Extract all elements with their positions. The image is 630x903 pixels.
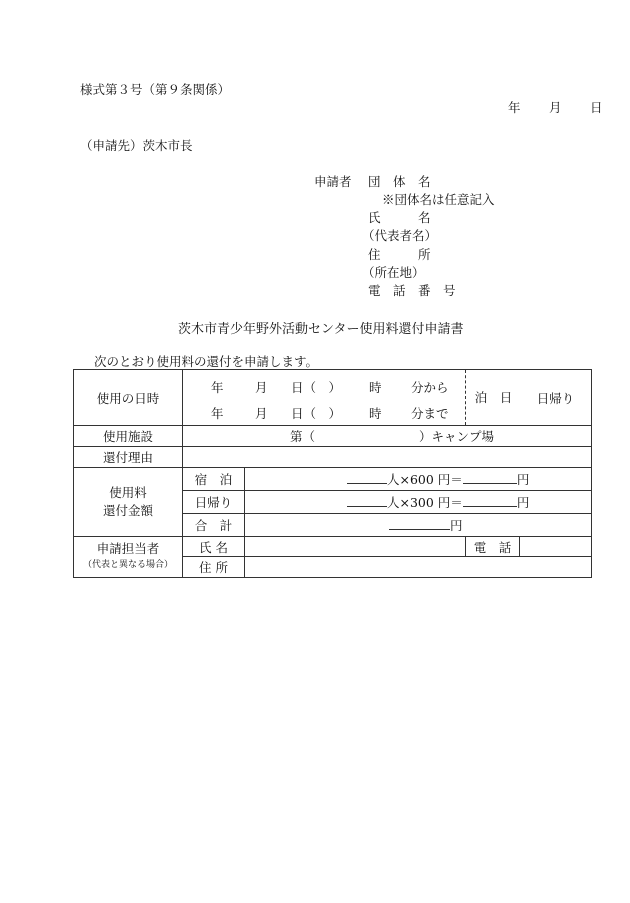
rep-name-label: （代表者名）: [362, 228, 438, 243]
phone-label: 電 話 番 号: [368, 283, 456, 298]
fee-stay-label: 宿 泊: [183, 468, 245, 491]
fee-stay-unit: 円: [516, 472, 530, 487]
group-name-label: 団 体 名: [368, 174, 431, 189]
location-label: （所在地）: [362, 265, 425, 280]
from-month: 月: [255, 379, 268, 395]
to-hour: 時: [369, 405, 382, 421]
day-trip-cell[interactable]: 日帰り: [520, 370, 592, 426]
contact-label: [74, 537, 183, 578]
to-minute: 分まで: [411, 405, 449, 421]
to-month: 月: [255, 405, 268, 421]
from-day: 日（ ）: [291, 379, 342, 395]
document-title: 茨木市青少年野外活動センター使用料還付申請書: [178, 322, 464, 337]
addressee: （申請先）茨木市長: [80, 138, 193, 153]
name-label: 氏 名: [368, 210, 431, 225]
contact-row-1: [74, 537, 592, 557]
contact-label-note: （代表と異なる場合）: [82, 560, 173, 570]
form-number: 様式第３号（第９条関係）: [80, 82, 231, 97]
facility-prefix: 第（: [290, 429, 316, 444]
fee-row-stay: [74, 468, 592, 491]
fee-daytrip-formula: 人×300 円＝: [387, 495, 463, 510]
usage-datetime-label: 使用の日時: [74, 370, 183, 426]
contact-address-label: 住 所: [183, 557, 245, 578]
contact-address-input[interactable]: [245, 557, 592, 578]
facility-suffix: ）キャンプ場: [419, 429, 495, 444]
to-day: 日（ ）: [291, 405, 342, 421]
fee-stay-cell[interactable]: [245, 468, 592, 491]
stay-days-cell[interactable]: [465, 370, 521, 425]
fee-daytrip-label: 日帰り: [183, 491, 245, 514]
date-month: 月: [549, 100, 562, 115]
contact-name-label: 氏 名: [183, 537, 245, 557]
reason-row: [74, 447, 592, 468]
fee-total-unit: 円: [450, 518, 463, 533]
fee-label-line1: 使用料: [109, 485, 147, 500]
contact-label-main: 申請担当者: [96, 541, 160, 556]
reason-label: 還付理由: [74, 447, 183, 468]
fee-daytrip-cell[interactable]: [245, 491, 592, 514]
fee-total-cell[interactable]: [245, 514, 592, 537]
contact-name-input[interactable]: [245, 537, 466, 557]
fee-daytrip-unit: 円: [516, 495, 530, 510]
from-minute: 分から: [411, 379, 449, 395]
from-year: 年: [211, 379, 224, 395]
intro-text: 次のとおり使用料の還付を申請します。: [94, 354, 319, 369]
group-name-note: ※団体名は任意記入: [382, 192, 495, 207]
facility-label: 使用施設: [74, 426, 183, 447]
reason-input[interactable]: [183, 447, 592, 468]
date-day: 日: [590, 100, 603, 115]
to-year: 年: [211, 405, 224, 421]
fee-label: [74, 468, 183, 537]
facility-row: [74, 426, 592, 447]
applicant-label: 申請者: [314, 174, 352, 189]
contact-phone-input[interactable]: [520, 537, 592, 557]
from-hour: 時: [369, 379, 382, 395]
contact-phone-label: 電 話: [466, 537, 520, 557]
facility-cell[interactable]: [183, 426, 592, 447]
fee-stay-formula: 人×600 円＝: [387, 472, 463, 487]
fee-total-label: 合 計: [183, 514, 245, 537]
address-label: 住 所: [368, 247, 431, 262]
fee-label-line2: 還付金額: [102, 503, 153, 518]
date-year: 年: [508, 100, 521, 115]
stay-days-label: 泊 日: [474, 390, 513, 405]
